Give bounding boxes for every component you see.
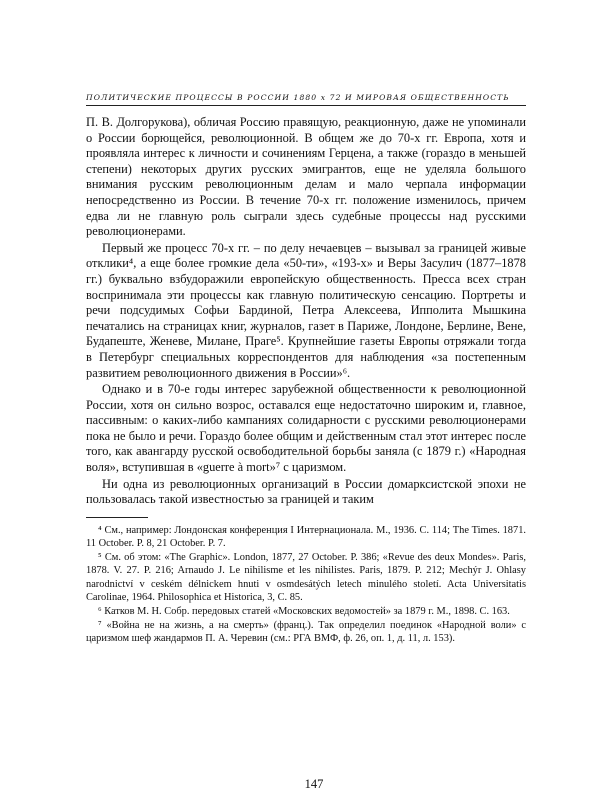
footnote-6: ⁶ Катков М. Н. Собр. передовых статей «Московских ведомостей» за 1879 г. М., 1898. С. 163. <box>98 606 510 618</box>
main-text <box>86 115 526 508</box>
running-head: ПОЛИТИЧЕСКИЕ ПРОЦЕССЫ В РОССИИ 1880 x 72 И МИРОВАЯ ОБЩЕСТВЕННОСТЬ <box>86 93 526 106</box>
footnote-7: ⁷ «Война не на жизнь, а на смерть» (франц.). Так определил поединок «Народной воли» с царизмом шеф жандармов П. А. Черевин (см.: РГА ВМФ, ф. 26, оп. 1, д. 11, л. 153). <box>86 620 526 645</box>
book-page <box>86 93 526 647</box>
footnote-divider <box>86 517 148 518</box>
page-number: 147 <box>304 777 324 791</box>
footnote-5: ⁵ См. об этом: «The Graphic». London, 1877, 27 October. P. 386; «Revue des deux Mondes». Paris, 1878. V. 27. P. 216; Arnaudo J. Le nihilisme et les nihilistes. Paris, 1879. P. 212; Mechýr J. Ohlasy narodnictví v ceském délnickem hnuti v osmdesátých letech minulého století. Acta Universitatis Carolinae, 1964. Philosophica et Historica, 3, C. 85. <box>86 552 526 603</box>
paragraph-4: Ни одна из революционных организаций в России домарксистской эпохи не пользовалась такой известностью за границей и таким <box>86 476 526 507</box>
paragraph-2: Первый же процесс 70-х гг. – по делу нечаевцев – вызывал за границей живые отклики⁴, а еще более громкие дела «50-ти», «193-х» и Веры Засулич (1877–1878 гг.) буквально взбудоражили европейскую общественность. Пресса всех стран воспринимала эти процессы как главную политическую сенсацию. Портреты и речи подсудимых Софьи Бардиной, Петра Алексеева, Ипполита Мышкина печатались на страницах книг, журналов, газет в Париже, Лондоне, Берлине, Вене, Будапеште, Женеве, Милане, Праге⁵. Крупнейшие газеты Европы отряжали тогда в Петербург специальных корреспондентов для наблюдения «за постепенным развитием революционного движения в России»⁶. <box>86 240 526 380</box>
paragraph-1: П. В. Долгорукова), обличая Россию правящую, реакционную, даже не упоминали о России борющейся, революционной. В общем же до 70-х гг. Европа, хотя и проявляла интерес к личности и сочинениям Герцена, а также (гораздо в меньшей степени) некоторых других русских эмигрантов, еще не уделяла большого внимания русским революционным делам и мало черпала информации непосредственно из России. В течение 70-х гг. положение изменилось, причем едва ли не главную роль сыграли здесь судебные процессы над русскими революционерами. <box>86 115 526 239</box>
footnote-4: ⁴ См., например: Лондонская конференция I Интернационала. М., 1936. С. 114; The Times. 1871. 11 October. P. 8, 21 October. P. 7. <box>86 524 526 550</box>
footnotes <box>86 524 526 646</box>
paragraph-3: Однако и в 70-е годы интерес зарубежной общественности к революционной России, хотя он сильно возрос, оставался еще недостаточно широким и, главное, пассивным: о каких-либо кампаниях солидарности с русскими революционерами пока не было и речи. Гораздо более общим и действенным стал этот интерес после того, как авангарду русской освободительной борьбы заняла (с 1879 г.) «Народная воля», вступившая в «guerre à mort»⁷ с царизмом. <box>86 382 526 475</box>
